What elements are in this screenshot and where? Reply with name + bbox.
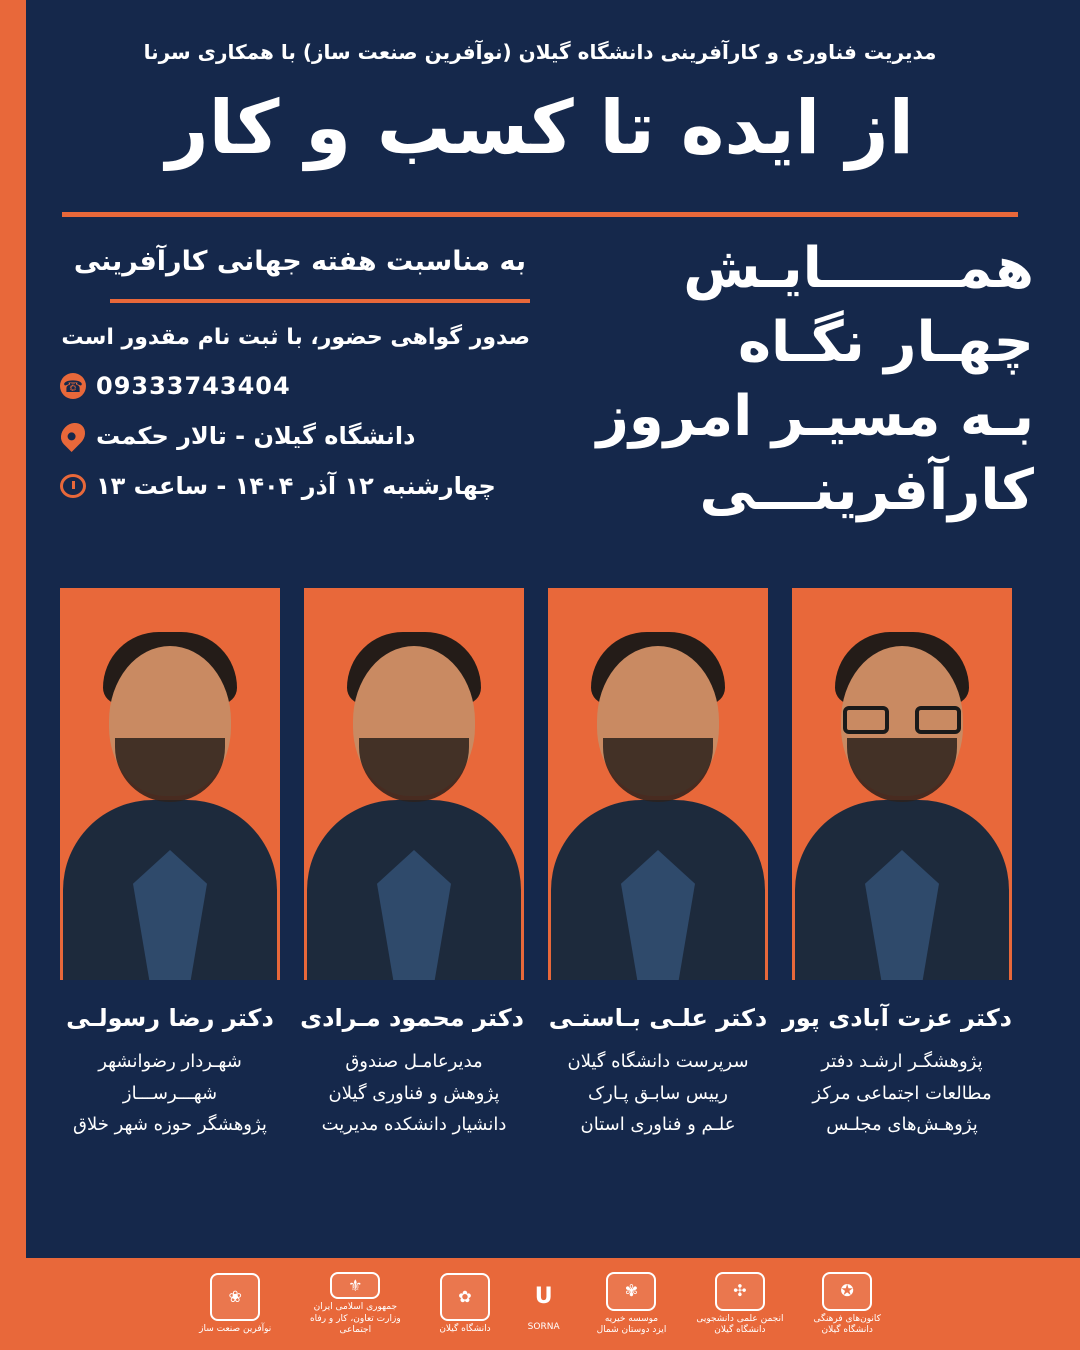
clock-icon [60,474,86,498]
speaker-card [60,588,280,1141]
info-divider [110,299,530,303]
speaker-name: دکتر محمود مـرادی [300,1004,524,1032]
logo-sorna [521,1272,567,1336]
speakers-list [60,588,1020,1141]
speaker-photo-3 [548,588,768,980]
logo-caption: نوآفرین صنعت ساز [199,1323,272,1334]
title-divider [62,212,1018,217]
page-title: از ایده تا کسب و کار [165,85,915,171]
phone-number: 09333743404 [96,372,291,400]
map-pin-icon [56,418,90,452]
speaker-card [548,588,768,1141]
logo-kanoon-farhangi [813,1272,880,1336]
logo-caption: انجمن علمی دانشجویی دانشگاه گیلان [696,1313,784,1335]
location-text: دانشگاه گیلان - تالار حکمت [96,422,416,450]
organizer-line: مدیریت فناوری و کارآفرینی دانشگاه گیلان (نوآفرین صنعت ساز) با همکاری سرنا [143,40,937,64]
certificate-note: صدور گواهی حضور، با ثبت نام مقدور است [61,325,530,350]
speaker-photo-1 [60,588,280,980]
left-orange-rail [0,0,26,1258]
flower-icon: ❀ [210,1273,260,1321]
event-headline [534,232,1034,528]
logo-university-of-guilan [439,1272,490,1336]
speaker-name: دکتر علـی بـاستـی [548,1004,768,1032]
left-rail-gap [26,0,36,1258]
speaker-name: دکتر عزت آبادی پور [782,1004,1012,1032]
logo-vezarat-taavon [301,1272,409,1336]
event-info-block [60,246,530,500]
speaker-role: پژوهشگـر ارشـد دفتر مطالعات اجتماعی مرکز پژوهـش‌های مجلـس [812,1051,992,1135]
logo-noafarin-sanat-saz [199,1272,271,1336]
logo-caption: کانون‌های فرهنگی دانشگاه گیلان [813,1313,881,1335]
footer-logos [0,1258,1080,1350]
speaker-card [782,588,1012,1141]
charity-icon: ✾ [606,1272,656,1311]
speaker-role: شهـردار رضوانشهر شهـــرســـاز پژوهشگر حوزه شهر خلاق [73,1051,267,1135]
headline-line-3: بـه مسیـر امروز [596,383,1034,449]
occasion-text: به مناسبت هفته جهانی کارآفرینی [73,246,526,277]
sorna-icon: U [534,1284,553,1310]
logo-caption: SORNA [527,1321,560,1332]
logo-caption: جمهوری اسلامی ایران وزارت تعاون، کار و رفاه اجتماعی [309,1302,401,1335]
datetime-text: چهارشنبه ۱۲ آذر ۱۴۰۴ - ساعت ۱۳ [96,472,496,500]
speaker-role: سرپرست دانشگاه گیلان رییس سابـق پـارک علـم و فناوری استان [567,1051,749,1135]
headline-line-4: کارآفرینـــی [699,457,1034,523]
headline-line-1: همـــــــایـش [683,236,1034,301]
speaker-role: مدیرعامـل صندوق پژوهش و فناوری گیلان دانشیار دانشکده مدیریت [321,1051,507,1135]
emblem-icon: ⚜ [330,1272,380,1299]
headline-line-2: چهـار نگـاه [737,309,1034,375]
phone-icon [60,373,86,399]
logo-caption: موسسه خیریه ایزد دوستان شمال [596,1313,667,1335]
association-icon: ✣ [715,1272,765,1311]
glasses-icon [843,706,961,736]
speaker-card [300,588,524,1141]
logo-moassese-khayrieh [597,1272,667,1336]
culture-icon: ✪ [822,1272,872,1311]
logo-caption: دانشگاه گیلان [439,1323,491,1334]
university-icon: ✿ [440,1273,490,1321]
speaker-name: دکتر رضا رسولـی [66,1004,274,1032]
location-row [60,422,530,450]
speaker-photo-2 [304,588,524,980]
logo-anjoman-nokhbegan [696,1272,783,1336]
datetime-row [60,472,530,500]
speaker-photo-4 [792,588,1012,980]
phone-row[interactable] [60,372,530,400]
